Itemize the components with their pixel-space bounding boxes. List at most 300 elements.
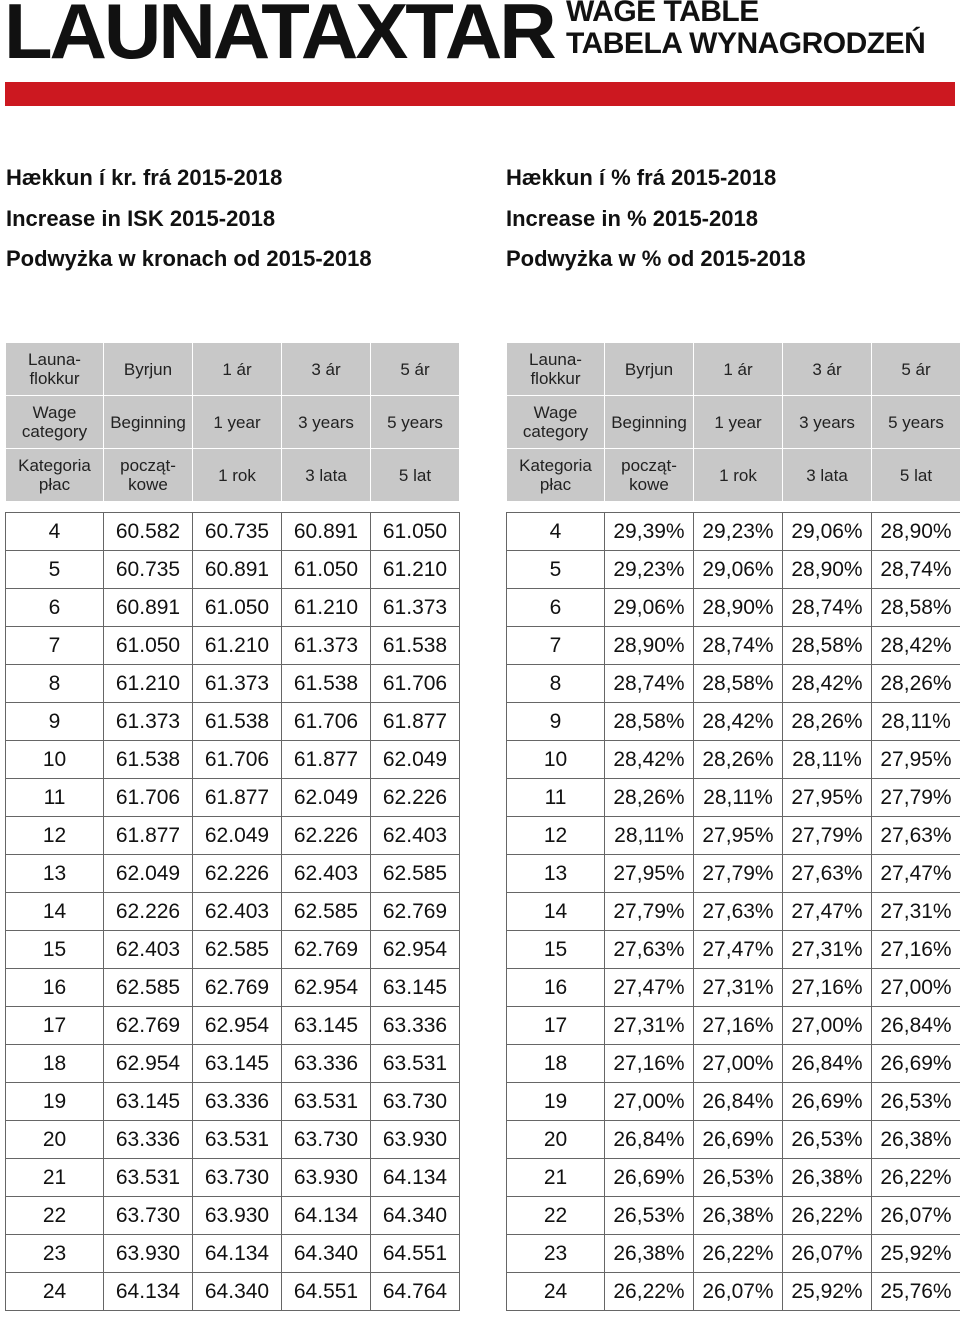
isk-value-cell: 63.145 [282,1007,371,1045]
table-row [507,665,960,703]
pct-value-cell: 28,74% [694,627,783,665]
table-row [507,1235,960,1273]
isk-value-cell: 61.538 [371,627,460,665]
pct-value-cell: 26,22% [872,1159,960,1197]
increase-pct-is: Hækkun í % frá 2015-2018 [506,165,777,190]
isk-value-cell: 62.954 [193,1007,282,1045]
pct-value-cell: 27,95% [605,855,694,893]
isk-header-cell: 1 year [193,396,282,449]
table-row [507,1273,960,1311]
pct-category-cell: 7 [507,627,605,665]
isk-category-cell: 5 [6,551,104,589]
isk-value-cell: 64.340 [282,1235,371,1273]
isk-value-cell: 60.735 [104,551,193,589]
isk-value-cell: 62.585 [282,893,371,931]
isk-header-cell: 5 ár [371,343,460,396]
pct-value-cell: 28,26% [605,779,694,817]
pct-value-cell: 27,16% [605,1045,694,1083]
pct-header-cell: 1 ár [694,343,783,396]
pct-value-cell: 25,76% [872,1273,960,1311]
pct-value-cell: 28,11% [605,817,694,855]
table-row [507,1045,960,1083]
isk-value-cell: 62.049 [104,855,193,893]
pct-category-cell: 12 [507,817,605,855]
red-banner [5,82,955,106]
isk-category-cell: 15 [6,931,104,969]
pct-value-cell: 25,92% [783,1273,872,1311]
increase-pct-pl: Podwyżka w % od 2015-2018 [506,246,806,271]
table-row [6,589,460,627]
pct-category-cell: 18 [507,1045,605,1083]
isk-header-cell: Kategoria płac [6,449,104,502]
isk-value-cell: 63.730 [282,1121,371,1159]
pct-value-cell: 29,23% [605,551,694,589]
pct-value-cell: 27,16% [694,1007,783,1045]
pct-value-cell: 26,53% [872,1083,960,1121]
isk-header-cell: Byrjun [104,343,193,396]
isk-category-cell: 19 [6,1083,104,1121]
isk-value-cell: 60.582 [104,513,193,551]
pct-category-cell: 24 [507,1273,605,1311]
table-row [6,551,460,589]
isk-category-cell: 17 [6,1007,104,1045]
isk-value-cell: 63.336 [371,1007,460,1045]
pct-category-cell: 23 [507,1235,605,1273]
pct-value-cell: 27,63% [783,855,872,893]
pct-value-cell: 29,06% [694,551,783,589]
increase-pct-heading [506,158,806,280]
table-row [507,551,960,589]
pct-value-cell: 28,26% [872,665,960,703]
subtitle [566,0,925,60]
isk-category-cell: 11 [6,779,104,817]
pct-value-cell: 27,79% [783,817,872,855]
isk-value-cell: 61.877 [104,817,193,855]
isk-category-cell: 6 [6,589,104,627]
increase-isk-heading [6,158,372,280]
table-row [507,1159,960,1197]
isk-header-cell: 3 ár [282,343,371,396]
table-row [6,931,460,969]
pct-category-cell: 4 [507,513,605,551]
isk-value-cell: 60.891 [104,589,193,627]
pct-value-cell: 28,58% [605,703,694,741]
pct-table-header [507,343,960,502]
pct-value-cell: 27,16% [872,931,960,969]
pct-header-row-en [507,396,960,449]
pct-header-cell: 5 years [872,396,960,449]
isk-value-cell: 64.134 [371,1159,460,1197]
table-row [507,589,960,627]
pct-value-cell: 27,31% [783,931,872,969]
pct-value-cell: 26,84% [783,1045,872,1083]
isk-value-cell: 60.891 [193,551,282,589]
isk-table-header [6,343,460,502]
pct-value-cell: 28,90% [694,589,783,627]
isk-value-cell: 61.373 [193,665,282,703]
pct-value-cell: 26,69% [605,1159,694,1197]
isk-value-cell: 63.930 [193,1197,282,1235]
isk-value-cell: 61.706 [282,703,371,741]
pct-header-cell: 5 lat [872,449,960,502]
table-row [6,817,460,855]
pct-spacer-cell [507,502,960,513]
isk-value-cell: 63.930 [282,1159,371,1197]
pct-value-cell: 26,22% [694,1235,783,1273]
table-row [6,627,460,665]
isk-value-cell: 62.769 [282,931,371,969]
isk-category-cell: 9 [6,703,104,741]
pct-value-cell: 25,92% [872,1235,960,1273]
pct-category-cell: 19 [507,1083,605,1121]
table-row [6,779,460,817]
isk-value-cell: 63.336 [282,1045,371,1083]
pct-value-cell: 26,38% [605,1235,694,1273]
isk-value-cell: 62.769 [193,969,282,1007]
isk-value-cell: 61.877 [282,741,371,779]
table-row [507,703,960,741]
increase-isk-pl: Podwyżka w kronach od 2015-2018 [6,246,372,271]
pct-value-cell: 27,79% [872,779,960,817]
pct-value-cell: 26,07% [783,1235,872,1273]
isk-value-cell: 63.730 [371,1083,460,1121]
isk-value-cell: 64.340 [193,1273,282,1311]
isk-header-cell: 5 years [371,396,460,449]
isk-value-cell: 62.226 [104,893,193,931]
isk-category-cell: 16 [6,969,104,1007]
isk-category-cell: 24 [6,1273,104,1311]
pct-value-cell: 27,63% [694,893,783,931]
isk-category-cell: 4 [6,513,104,551]
isk-value-cell: 61.877 [193,779,282,817]
isk-header-cell: 1 ár [193,343,282,396]
isk-value-cell: 62.403 [371,817,460,855]
pct-value-cell: 26,84% [694,1083,783,1121]
table-row [6,1159,460,1197]
isk-category-cell: 22 [6,1197,104,1235]
table-row [6,1045,460,1083]
isk-value-cell: 63.336 [193,1083,282,1121]
pct-value-cell: 29,23% [694,513,783,551]
subtitle-en: WAGE TABLE [566,0,759,28]
table-row [6,1083,460,1121]
isk-category-cell: 13 [6,855,104,893]
isk-value-cell: 62.226 [282,817,371,855]
pct-value-cell: 29,06% [783,513,872,551]
pct-value-cell: 26,53% [605,1197,694,1235]
table-row [6,1197,460,1235]
isk-header-cell: 5 lat [371,449,460,502]
pct-value-cell: 29,39% [605,513,694,551]
isk-value-cell: 60.891 [282,513,371,551]
isk-value-cell: 63.145 [193,1045,282,1083]
pct-value-cell: 28,90% [605,627,694,665]
isk-value-cell: 63.730 [193,1159,282,1197]
pct-value-cell: 27,00% [605,1083,694,1121]
isk-value-cell: 61.210 [193,627,282,665]
isk-value-cell: 62.403 [104,931,193,969]
pct-value-cell: 27,47% [872,855,960,893]
isk-value-cell: 62.049 [371,741,460,779]
pct-value-cell: 27,16% [783,969,872,1007]
pct-header-cell: Kategoria płac [507,449,605,502]
isk-spacer-cell [6,502,460,513]
table-row [6,513,460,551]
pct-value-cell: 26,69% [783,1083,872,1121]
isk-header-cell: 3 lata [282,449,371,502]
isk-header-cell: począt- kowe [104,449,193,502]
table-row [507,817,960,855]
pct-category-cell: 16 [507,969,605,1007]
isk-value-cell: 62.769 [371,893,460,931]
isk-value-cell: 63.145 [371,969,460,1007]
isk-value-cell: 61.877 [371,703,460,741]
pct-category-cell: 17 [507,1007,605,1045]
pct-value-cell: 26,84% [605,1121,694,1159]
pct-header-cell: 3 lata [783,449,872,502]
pct-value-cell: 27,31% [694,969,783,1007]
pct-value-cell: 29,06% [605,589,694,627]
isk-header-row-is [6,343,460,396]
table-row [6,1235,460,1273]
isk-value-cell: 64.551 [282,1273,371,1311]
pct-value-cell: 26,22% [783,1197,872,1235]
pct-value-cell: 28,42% [783,665,872,703]
pct-category-cell: 13 [507,855,605,893]
isk-header-cell: Launa- flokkur [6,343,104,396]
isk-value-cell: 63.145 [104,1083,193,1121]
pct-value-cell: 28,26% [783,703,872,741]
pct-value-cell: 26,84% [872,1007,960,1045]
isk-header-row-en [6,396,460,449]
table-row [507,1083,960,1121]
isk-value-cell: 64.134 [193,1235,282,1273]
table-row [507,931,960,969]
table-row [6,1007,460,1045]
increase-pct-en: Increase in % 2015-2018 [506,205,758,231]
pct-value-cell: 28,74% [605,665,694,703]
table-row [6,665,460,703]
isk-category-cell: 18 [6,1045,104,1083]
isk-value-cell: 63.730 [104,1197,193,1235]
isk-value-cell: 61.538 [193,703,282,741]
isk-value-cell: 61.210 [371,551,460,589]
table-row [6,1121,460,1159]
pct-value-cell: 26,22% [605,1273,694,1311]
isk-value-cell: 63.336 [104,1121,193,1159]
isk-value-cell: 61.373 [371,589,460,627]
pct-value-cell: 27,63% [872,817,960,855]
pct-table-body [507,502,960,1311]
pct-value-cell: 28,42% [872,627,960,665]
isk-value-cell: 61.050 [282,551,371,589]
pct-value-cell: 28,42% [694,703,783,741]
table-row [6,855,460,893]
isk-value-cell: 61.373 [282,627,371,665]
isk-value-cell: 62.049 [193,817,282,855]
table-row [507,1121,960,1159]
table-row [6,741,460,779]
pct-value-cell: 27,47% [694,931,783,969]
isk-header-row-pl [6,449,460,502]
pct-value-cell: 27,31% [605,1007,694,1045]
pct-category-cell: 22 [507,1197,605,1235]
isk-header-cell: 3 years [282,396,371,449]
pct-category-cell: 5 [507,551,605,589]
pct-value-cell: 26,38% [872,1121,960,1159]
isk-category-cell: 12 [6,817,104,855]
pct-header-row-pl [507,449,960,502]
table-row [507,779,960,817]
pct-category-cell: 8 [507,665,605,703]
pct-value-cell: 26,53% [694,1159,783,1197]
pct-header-cell: 3 ár [783,343,872,396]
table-row [507,627,960,665]
isk-category-cell: 23 [6,1235,104,1273]
subtitle-pl: TABELA WYNAGRODZEŃ [566,27,926,60]
isk-value-cell: 62.403 [193,893,282,931]
pct-value-cell: 26,38% [783,1159,872,1197]
pct-header-cell: 1 year [694,396,783,449]
pct-value-cell: 26,69% [694,1121,783,1159]
pct-category-cell: 21 [507,1159,605,1197]
pct-value-cell: 26,07% [694,1273,783,1311]
isk-value-cell: 62.954 [282,969,371,1007]
isk-category-cell: 14 [6,893,104,931]
isk-value-cell: 62.585 [371,855,460,893]
isk-value-cell: 64.134 [104,1273,193,1311]
isk-value-cell: 61.050 [193,589,282,627]
isk-value-cell: 62.585 [104,969,193,1007]
pct-value-cell: 27,95% [783,779,872,817]
pct-wage-table [506,342,960,1311]
isk-value-cell: 64.340 [371,1197,460,1235]
pct-header-cell: 1 rok [694,449,783,502]
isk-table-spacer [6,502,460,513]
table-row [507,1007,960,1045]
isk-category-cell: 10 [6,741,104,779]
table-row [507,1197,960,1235]
pct-value-cell: 27,47% [783,893,872,931]
pct-category-cell: 10 [507,741,605,779]
isk-value-cell: 62.226 [193,855,282,893]
pct-value-cell: 26,53% [783,1121,872,1159]
table-row [507,741,960,779]
pct-value-cell: 28,74% [872,551,960,589]
table-row [6,893,460,931]
table-row [507,893,960,931]
pct-value-cell: 27,00% [783,1007,872,1045]
pct-value-cell: 28,58% [783,627,872,665]
isk-value-cell: 62.769 [104,1007,193,1045]
pct-value-cell: 28,90% [872,513,960,551]
isk-wage-table [5,342,460,1311]
isk-value-cell: 61.210 [282,589,371,627]
pct-header-cell: 3 years [783,396,872,449]
pct-value-cell: 27,00% [872,969,960,1007]
table-row [507,513,960,551]
pct-value-cell: 26,07% [872,1197,960,1235]
isk-header-cell: Wage category [6,396,104,449]
isk-value-cell: 62.954 [104,1045,193,1083]
isk-header-cell: 1 rok [193,449,282,502]
isk-value-cell: 63.531 [193,1121,282,1159]
pct-value-cell: 27,00% [694,1045,783,1083]
pct-value-cell: 28,58% [694,665,783,703]
isk-value-cell: 61.210 [104,665,193,703]
pct-header-cell: począt- kowe [605,449,694,502]
isk-value-cell: 62.226 [371,779,460,817]
pct-header-cell: 5 ár [872,343,960,396]
isk-value-cell: 63.531 [371,1045,460,1083]
pct-value-cell: 28,11% [694,779,783,817]
pct-category-cell: 20 [507,1121,605,1159]
isk-header-cell: Beginning [104,396,193,449]
isk-value-cell: 64.134 [282,1197,371,1235]
pct-value-cell: 28,11% [872,703,960,741]
pct-category-cell: 9 [507,703,605,741]
pct-value-cell: 26,69% [872,1045,960,1083]
header [0,0,960,108]
pct-header-cell: Launa- flokkur [507,343,605,396]
pct-category-cell: 15 [507,931,605,969]
brand-title: LAUNATAXTAR [4,0,554,75]
pct-header-cell: Wage category [507,396,605,449]
isk-value-cell: 62.954 [371,931,460,969]
isk-value-cell: 61.538 [282,665,371,703]
isk-value-cell: 62.585 [193,931,282,969]
increase-isk-is: Hækkun í kr. frá 2015-2018 [6,165,283,190]
pct-value-cell: 28,42% [605,741,694,779]
isk-value-cell: 63.531 [104,1159,193,1197]
increase-isk-en: Increase in ISK 2015-2018 [6,205,276,231]
pct-category-cell: 14 [507,893,605,931]
isk-value-cell: 62.403 [282,855,371,893]
pct-value-cell: 27,79% [605,893,694,931]
pct-table-spacer [507,502,960,513]
isk-value-cell: 61.373 [104,703,193,741]
isk-value-cell: 61.538 [104,741,193,779]
table-row [6,1273,460,1311]
isk-value-cell: 63.930 [104,1235,193,1273]
isk-value-cell: 61.050 [104,627,193,665]
isk-category-cell: 20 [6,1121,104,1159]
pct-value-cell: 28,11% [783,741,872,779]
pct-category-cell: 6 [507,589,605,627]
isk-value-cell: 62.049 [282,779,371,817]
pct-category-cell: 11 [507,779,605,817]
isk-value-cell: 64.764 [371,1273,460,1311]
table-row [6,969,460,1007]
isk-category-cell: 7 [6,627,104,665]
pct-value-cell: 26,38% [694,1197,783,1235]
pct-value-cell: 27,63% [605,931,694,969]
pct-header-cell: Beginning [605,396,694,449]
isk-value-cell: 61.706 [104,779,193,817]
isk-value-cell: 61.706 [193,741,282,779]
isk-value-cell: 63.531 [282,1083,371,1121]
table-row [507,855,960,893]
isk-category-cell: 21 [6,1159,104,1197]
pct-value-cell: 27,95% [694,817,783,855]
isk-value-cell: 61.706 [371,665,460,703]
isk-value-cell: 63.930 [371,1121,460,1159]
pct-value-cell: 28,90% [783,551,872,589]
pct-header-row-is [507,343,960,396]
pct-value-cell: 27,79% [694,855,783,893]
pct-value-cell: 28,58% [872,589,960,627]
pct-value-cell: 27,47% [605,969,694,1007]
